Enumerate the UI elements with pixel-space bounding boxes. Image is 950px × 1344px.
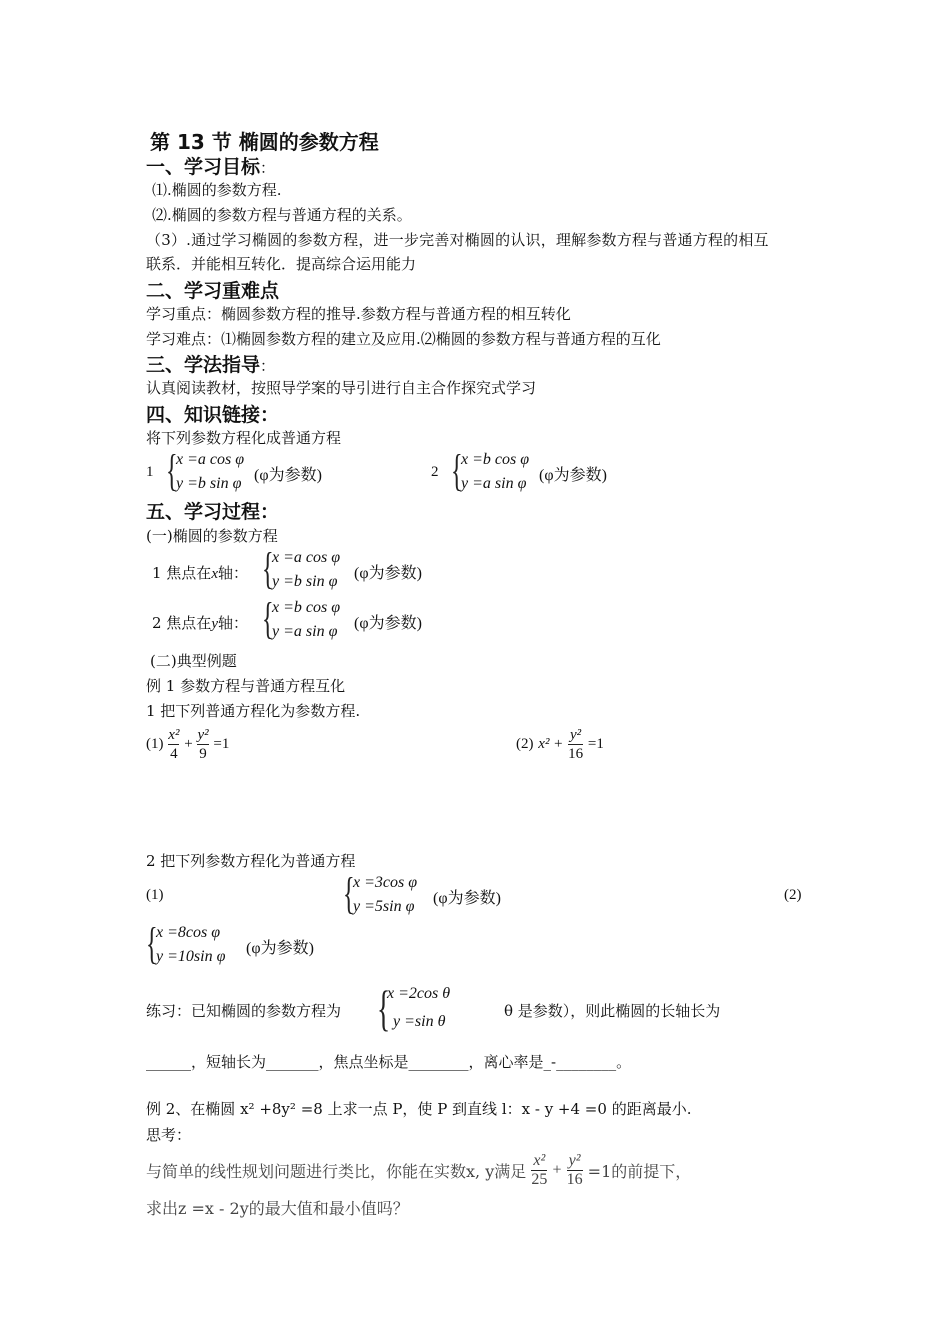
goal-item-2: ⑵.椭圆的参数方程与普通方程的关系。 (152, 206, 412, 224)
example-2: 例 2、在椭圆 x² +8y² =8 上求一点 P，使 P 到直线 l：x - y +4 =0 的距离最小. (146, 1100, 692, 1118)
fraction: $\frac{\text{x²}}{4}$ (168, 727, 180, 762)
fraction: $\frac{\text{y²}}{9}$ (197, 727, 209, 762)
eq-note: (φ为参数) (254, 467, 322, 484)
section-5-heading: 五、学习过程： (146, 501, 280, 523)
eq-note: (φ为参数) (433, 890, 501, 907)
think-label: 思考： (146, 1126, 192, 1144)
example-1-part-b: 2 把下列参数方程化为普通方程 (146, 852, 356, 870)
section-1-heading: 一、学习目标： (146, 156, 276, 178)
sub-section-2: (二)典型例题 (150, 652, 237, 670)
goal-item-3: （3）.通过学习椭圆的参数方程，进一步完善对椭圆的认识，理解参数方程与普通方程的相互 (146, 231, 769, 249)
focus-y-label: 2 焦点在y轴： (152, 614, 248, 632)
example-1-part-a: 1 把下列普通方程化为参数方程. (146, 702, 361, 720)
difficult-points: 学习难点：⑴椭圆参数方程的建立及应用.⑵椭圆的参数方程与普通方程的互化 (146, 330, 661, 348)
eq-note: (φ为参数) (539, 467, 607, 484)
section-2-heading: 二、学习重难点 (146, 280, 280, 302)
brace-icon: { (262, 594, 274, 643)
eq-y: y =sin θ (393, 1013, 446, 1030)
brace-icon: { (146, 919, 158, 968)
param-2-system (146, 919, 346, 972)
fraction: $\frac{\text{y²}}{16}$ (568, 727, 584, 762)
goal-item-1: ⑴.椭圆的参数方程. (152, 181, 282, 199)
practice-prefix: 练习：已知椭圆的参数方程为 (146, 1002, 342, 1020)
eq-y: y =5sin φ (353, 898, 415, 915)
brace-icon: { (262, 544, 274, 593)
link-eq2-system (451, 446, 651, 499)
eq-x: x =b cos φ (272, 599, 341, 616)
sub-section-1: (一)椭圆的参数方程 (146, 527, 278, 545)
eq-note: (φ为参数) (354, 615, 422, 632)
param-1-system (343, 869, 543, 922)
fraction: $\frac{\text{x²}}{25}$ (531, 1152, 548, 1188)
link-eq1-system (166, 446, 366, 499)
page-title: 第 13 节 椭圆的参数方程 (150, 130, 379, 154)
fraction: $\frac{\text{y²}}{16}$ (566, 1152, 583, 1188)
eq-note: (φ为参数) (246, 940, 314, 957)
eq-note: (φ为参数) (354, 565, 422, 582)
eq-x: x =a cos φ (272, 549, 341, 566)
brace-icon: { (451, 446, 463, 495)
link-intro: 将下列参数方程化成普通方程 (146, 429, 342, 447)
eq-x: x =8cos φ (156, 924, 221, 941)
eq-y: y =b sin φ (272, 573, 338, 590)
focus-y-system (262, 594, 462, 647)
eq-x: x =b cos φ (461, 451, 530, 468)
practice-suffix: θ 是参数），则此椭圆的长轴长为 (504, 1002, 721, 1020)
link-eq2-number: 2 (431, 464, 439, 480)
practice-system (377, 980, 497, 1036)
question-3-cont: 求出z =x - 2y的最大值和最小值吗？ (146, 1199, 409, 1218)
brace-icon: { (377, 980, 391, 1036)
question-2: (2) x² + $\frac{\text{y²}}{16}$ =1 (516, 727, 604, 762)
practice-blanks: ______，短轴长为_______，焦点坐标是________，离心率是_-________。 (146, 1053, 632, 1071)
example-1-title: 例 1 参数方程与普通方程互化 (146, 677, 346, 695)
focus-x-system (262, 544, 462, 597)
eq-y: y =b sin φ (176, 475, 242, 492)
question-3: 与简单的线性规划问题进行类比，你能在实数x, y满足 $\frac{\text{x²}}{25}$ + $\frac{\text{y²}}{16}$ =1的前提下， (146, 1152, 692, 1188)
param-2-label: (2) (784, 887, 802, 903)
section-3-heading: 三、学法指导： (146, 354, 276, 376)
eq-y: y =a sin φ (461, 475, 527, 492)
eq-x: x =a cos φ (176, 451, 245, 468)
method-text: 认真阅读教材，按照导学案的导引进行自主合作探究式学习 (146, 379, 537, 397)
link-eq1-number: 1 (146, 464, 154, 480)
section-4-heading: 四、知识链接： (146, 404, 280, 426)
eq-x: x =3cos φ (353, 874, 418, 891)
eq-y: y =10sin φ (156, 948, 226, 965)
goal-item-3-cont: 联系．并能相互转化．提高综合运用能力 (146, 255, 417, 273)
eq-x: x =2cos θ (387, 985, 451, 1002)
eq-y: y =a sin φ (272, 623, 338, 640)
brace-icon: { (343, 869, 355, 918)
key-points: 学习重点：椭圆参数方程的推导.参数方程与普通方程的相互转化 (146, 305, 571, 323)
brace-icon: { (166, 446, 178, 495)
focus-x-label: 1 焦点在x轴： (152, 564, 248, 582)
question-1: (1) $\frac{\text{x²}}{4}$ + $\frac{\text{y²}}{9}$ =1 (146, 727, 230, 762)
param-1-label: (1) (146, 887, 164, 903)
